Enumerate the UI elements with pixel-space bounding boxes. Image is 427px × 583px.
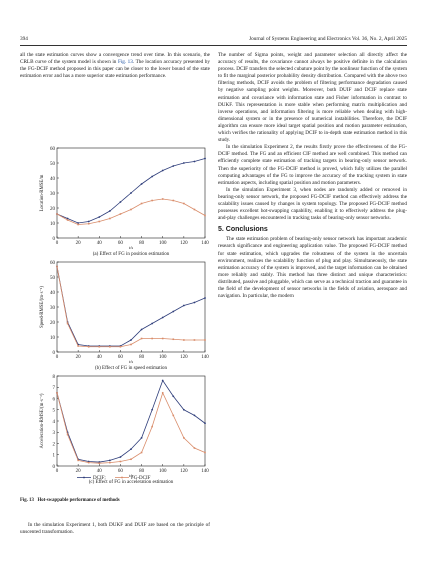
x-tick-label: 40 (96, 355, 102, 360)
data-point-fg-dcif (204, 452, 206, 454)
panel-caption: (b) Effect of FG in speed estimation (94, 366, 168, 371)
legend-marker-dcif (83, 477, 85, 479)
data-point-fg-dcif (130, 344, 132, 346)
data-point-fg-dcif (56, 213, 58, 215)
data-point-fg-dcif (172, 200, 174, 202)
y-tick-label: 8 (52, 374, 55, 380)
x-axis-label: t/s (128, 473, 134, 478)
data-point-fg-dcif (130, 209, 132, 211)
data-point-fg-dcif (194, 209, 196, 211)
x-tick-label: 20 (75, 469, 81, 474)
right-column (218, 52, 407, 300)
chart-panel-2 (39, 375, 209, 485)
plot-frame (57, 262, 205, 352)
data-point-fg-dcif (77, 345, 79, 347)
y-tick-label: 1 (52, 453, 55, 459)
left-column-top (20, 52, 210, 80)
x-tick-label: 100 (158, 355, 167, 360)
x-tick-label: 140 (201, 469, 209, 474)
data-point-dcif (130, 192, 132, 194)
data-point-dcif (130, 339, 132, 341)
y-tick-label: 40 (50, 290, 55, 296)
y-tick-label: 3 (52, 431, 55, 437)
data-point-dcif (162, 380, 164, 382)
data-point-fg-dcif (141, 338, 143, 340)
legend-marker-fg-dcif (121, 477, 123, 479)
x-tick-label: 80 (139, 355, 145, 360)
data-point-dcif (98, 216, 100, 218)
data-point-fg-dcif (88, 223, 90, 225)
data-point-dcif (67, 218, 69, 220)
chart-panel-0 (40, 147, 209, 257)
y-tick-label: 60 (50, 260, 55, 266)
series-line-fg-dcif (57, 199, 205, 225)
data-point-fg-dcif (77, 224, 79, 226)
y-tick-label: 20 (50, 320, 55, 326)
data-point-fg-dcif (120, 461, 122, 463)
data-point-dcif (172, 395, 174, 397)
right-paragraph-1: The number of Sigma points, weight and parameter selection all directly affect the accuracy of results, the covariance cannot always be positive definite in the calculation process. DCIF transfers the selected cubature point by the nonlinear function of the system to fit the marginal posterior probability density distribution. Compared with the above two filtering methods, DCIF avoids the problem of filtering performance degradation caused by negative sampling point weights. Moreover, both DUIF and DCIF replace state estimation and covariance with information state and Fisher information in contrast to DUKF. This representation is more stable when performing matrix multiplication and inverse operations, and information filtering is more reliable when dealing with high-dimensional system or in the presence of numerical instabilities. Therefore, the DCIF algorithm can ensure more ideal target spatial position and motion parameter estimation, which verifies the rationality of applying DCIF to in-depth state estimation method in this study. (218, 52, 407, 144)
data-point-dcif (172, 165, 174, 167)
data-point-fg-dcif (120, 213, 122, 215)
data-point-dcif (204, 297, 206, 299)
page-number: 394 (20, 36, 28, 42)
data-point-fg-dcif (183, 203, 185, 205)
y-tick-label: 30 (50, 305, 55, 311)
x-tick-label: 100 (158, 469, 167, 474)
data-point-fg-dcif (98, 221, 100, 223)
x-tick-label: 60 (117, 241, 123, 246)
y-axis-label: Acceleration-RMSE/(m·s⁻²) (40, 393, 45, 449)
y-tick-label: 0 (52, 236, 55, 242)
y-tick-label: 2 (52, 442, 55, 448)
series-line-dcif (57, 267, 205, 347)
x-axis-label: t/s (128, 245, 134, 250)
data-point-fg-dcif (151, 426, 153, 428)
header-rule (20, 45, 407, 46)
figure-caption: Fig. 13 Hot-swappable performance of methods (20, 498, 120, 503)
right-paragraph-3: In the simulation Experiment 3, when nodes are randomly added or removed in bearing-only sensor network, the proposed FG-DCIF method can effectively address the scalability issues caused by changes in system topology. The proposed FG-DCIF method possesses excellent hot-swapping capability, enabling it to effectively address the plug-and-play challenges encountered in tracking tasks of bearing-only sensor networks. (218, 186, 407, 222)
data-point-fg-dcif (98, 462, 100, 464)
x-tick-label: 0 (55, 355, 59, 360)
y-tick-label: 10 (50, 335, 55, 341)
data-point-dcif (151, 176, 153, 178)
data-point-fg-dcif (162, 198, 164, 200)
data-point-dcif (204, 158, 206, 160)
y-tick-label: 20 (50, 206, 55, 212)
data-point-dcif (162, 317, 164, 319)
data-point-dcif (194, 414, 196, 416)
x-tick-label: 20 (75, 355, 81, 360)
series-line-dcif (57, 159, 205, 224)
data-point-fg-dcif (98, 346, 100, 348)
left-column-bottom (20, 522, 210, 536)
panel-caption: (c) Effect of FG in acceleration estimation (88, 480, 174, 485)
y-tick-label: 40 (50, 176, 55, 182)
data-point-fg-dcif (204, 215, 206, 217)
x-tick-label: 140 (201, 355, 209, 360)
data-point-dcif (151, 409, 153, 411)
x-tick-label: 0 (55, 469, 59, 474)
y-tick-label: 50 (50, 161, 55, 167)
figure-13 (15, 140, 215, 485)
data-point-fg-dcif (109, 462, 111, 464)
data-point-dcif (194, 161, 196, 163)
data-point-dcif (120, 456, 122, 458)
data-point-fg-dcif (162, 392, 164, 394)
data-point-fg-dcif (204, 339, 206, 341)
legend-label-dcif: DCIF; (93, 476, 106, 481)
x-tick-label: 120 (180, 469, 188, 474)
x-tick-label: 20 (75, 241, 81, 246)
x-tick-label: 120 (180, 241, 188, 246)
data-point-fg-dcif (67, 434, 69, 436)
x-axis-label: t/s (128, 359, 134, 364)
chart-panel-1 (39, 261, 209, 371)
data-point-dcif (183, 305, 185, 307)
data-point-fg-dcif (141, 452, 143, 454)
data-point-fg-dcif (67, 219, 69, 221)
data-point-fg-dcif (194, 339, 196, 341)
data-point-fg-dcif (88, 462, 90, 464)
x-tick-label: 60 (117, 469, 123, 474)
data-point-fg-dcif (120, 346, 122, 348)
data-point-dcif (183, 162, 185, 164)
data-point-fg-dcif (183, 339, 185, 341)
data-point-dcif (151, 323, 153, 325)
y-tick-label: 60 (50, 146, 55, 152)
data-point-dcif (141, 183, 143, 185)
x-tick-label: 60 (117, 355, 123, 360)
x-tick-label: 0 (55, 241, 59, 246)
data-point-dcif (183, 409, 185, 411)
data-point-dcif (162, 170, 164, 172)
data-point-dcif (130, 448, 132, 450)
data-point-dcif (120, 201, 122, 203)
data-point-dcif (194, 302, 196, 304)
data-point-fg-dcif (56, 392, 58, 394)
right-paragraph-4: The state estimation problem of bearing-only sensor network has important academic research significance and engineering application value. The proposed FG-DCIF method for state estimation, which upgrades the robustness of the system in the uncertain environment, realizes the scalability function of plug and play. Simultaneously, the state estimation accuracy of the system is improved, and the target information can be obtained more reliably and stably. This method has three distinct and unique characteristics: distributed, passive and pluggable, which can serve as a technical traction and guarantee in the field of the development of sensor networks in the fields of aviation, aerospace and navigation. In particular, the modern (218, 236, 407, 300)
x-tick-label: 80 (139, 241, 145, 246)
y-tick-label: 50 (50, 275, 55, 281)
bottom-paragraph: In the simulation Experiment 1, both DUKF and DUIF are based on the principle of unscented transformation. (20, 522, 210, 536)
panel-caption: (a) Effect of FG in position estimation (92, 252, 170, 257)
y-tick-label: 7 (52, 386, 55, 392)
data-point-dcif (172, 311, 174, 313)
data-point-fg-dcif (172, 415, 174, 417)
data-point-dcif (77, 222, 79, 224)
data-point-fg-dcif (183, 437, 185, 439)
data-point-fg-dcif (162, 338, 164, 340)
data-point-fg-dcif (56, 266, 58, 268)
data-point-fg-dcif (141, 203, 143, 205)
intro-paragraph: all the state estimation curves show a convergence trend over time. In this scenario, the CRLB curve of the system model is shown in Fig. 13. The location accuracy presented by the FG-DCIF method proposed in this paper can be closer to the lower bound of the state estimation error and has a more superior state estimation performance. (20, 52, 210, 80)
series-line-fg-dcif (57, 267, 205, 347)
data-point-fg-dcif (194, 447, 196, 449)
running-header (20, 36, 407, 42)
y-tick-label: 4 (52, 419, 55, 425)
y-axis-label: Location-RMSE/m (40, 174, 45, 212)
data-point-fg-dcif (130, 458, 132, 460)
data-point-fg-dcif (172, 338, 174, 340)
data-point-fg-dcif (88, 346, 90, 348)
x-tick-label: 40 (96, 241, 102, 246)
y-tick-label: 10 (50, 221, 55, 227)
journal-title: Journal of Systems Engineering and Electronics Vol. 36, No. 2, April 2025 (249, 36, 407, 42)
figure-link[interactable]: Fig. 13 (117, 59, 133, 66)
data-point-dcif (204, 422, 206, 424)
data-point-dcif (88, 221, 90, 223)
right-paragraph-2: In the simulation Experiment 2, the results firstly prove the effectiveness of the FG-DCIF method. The FG and an efficient CIF method are well combined. This method can efficiently complete state estimation of tracking targets in bearing-only sensor network. Then the superiority of the FG-DCIF method is proved, which fully utilizes the parallel computing advantages of the FG to improve the accuracy of the tracking system in state estimation aspects, including spatial position and motion parameters. (218, 144, 407, 186)
data-point-fg-dcif (109, 218, 111, 220)
data-point-dcif (141, 437, 143, 439)
data-point-dcif (109, 459, 111, 461)
y-tick-label: 6 (52, 397, 55, 403)
data-point-fg-dcif (151, 338, 153, 340)
x-tick-label: 80 (139, 469, 145, 474)
legend-label-fg-dcif: FG-DCIF (131, 476, 151, 481)
y-tick-label: 5 (52, 408, 55, 414)
data-point-dcif (109, 210, 111, 212)
data-point-dcif (141, 329, 143, 331)
data-point-fg-dcif (77, 460, 79, 462)
y-tick-label: 30 (50, 191, 55, 197)
plot-frame (57, 376, 205, 466)
series-line-fg-dcif (57, 393, 205, 463)
y-axis-label: Speed-RMSE/(m·s⁻¹) (40, 285, 45, 329)
x-tick-label: 40 (96, 469, 102, 474)
y-tick-label: 0 (52, 464, 55, 470)
data-point-fg-dcif (67, 323, 69, 325)
x-tick-label: 120 (180, 355, 188, 360)
y-tick-label: 0 (52, 350, 55, 356)
x-tick-label: 100 (158, 241, 167, 246)
data-point-fg-dcif (109, 346, 111, 348)
x-tick-label: 140 (201, 241, 209, 246)
section-heading-conclusions: 5. Conclusions (218, 226, 268, 234)
data-point-fg-dcif (151, 200, 153, 202)
